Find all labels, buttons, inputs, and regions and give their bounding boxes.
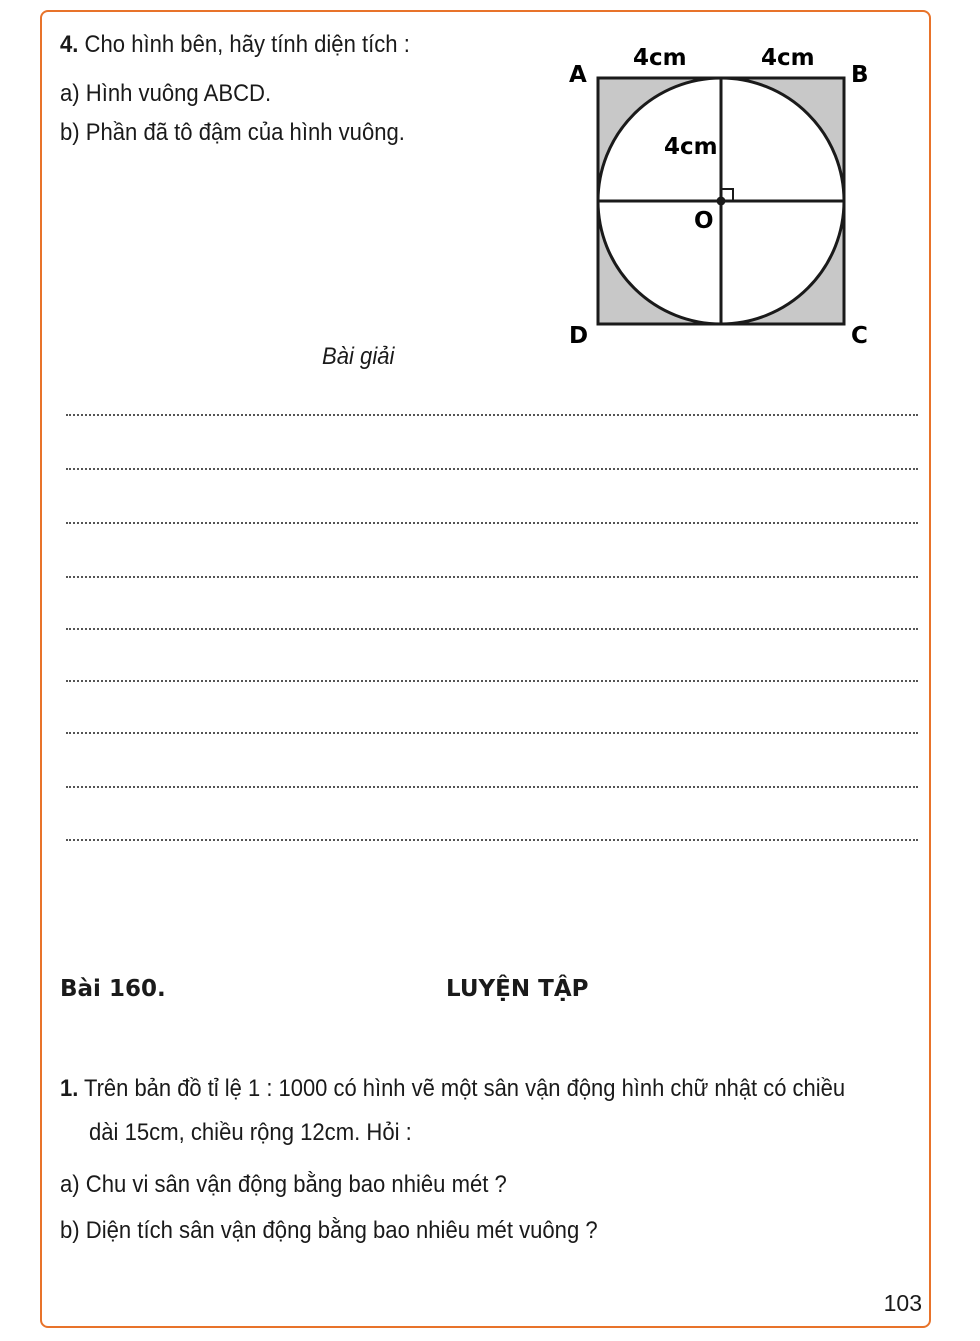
vertex-d-label: D — [569, 323, 589, 349]
vertex-a-label: A — [569, 62, 587, 88]
answer-line[interactable] — [66, 786, 918, 788]
center-point — [717, 197, 726, 206]
exercise-4-part-a: a) Hình vuông ABCD. — [60, 80, 272, 107]
radius-length-label: 4cm — [664, 134, 718, 160]
answer-line[interactable] — [66, 414, 918, 416]
exercise-1-text: Trên bản đồ tỉ lệ 1 : 1000 có hình vẽ một sân vận động hình chữ nhật có chiều — [84, 1075, 846, 1102]
solution-heading: Bài giải — [322, 343, 395, 370]
vertex-c-label: C — [851, 323, 868, 349]
center-o-label: O — [694, 208, 714, 234]
exercise-4-prompt — [60, 30, 410, 60]
answer-line[interactable] — [66, 680, 918, 682]
vertex-b-label: B — [851, 62, 869, 88]
square-circle-figure — [560, 35, 890, 355]
lesson-title: LUYỆN TẬP — [446, 976, 589, 1002]
page-number: 103 — [883, 1290, 922, 1316]
answer-line[interactable] — [66, 732, 918, 734]
answer-line[interactable] — [66, 522, 918, 524]
answer-line[interactable] — [66, 628, 918, 630]
exercise-1-prompt-line1 — [60, 1074, 845, 1104]
exercise-1-prompt-line2: dài 15cm, chiều rộng 12cm. Hỏi : — [89, 1119, 412, 1146]
top-right-length-label: 4cm — [761, 45, 815, 71]
exercise-1-number: 1. — [60, 1075, 79, 1102]
exercise-1-part-a: a) Chu vi sân vận động bằng bao nhiêu mét ? — [60, 1171, 507, 1198]
exercise-1-part-b: b) Diện tích sân vận động bằng bao nhiêu mét vuông ? — [60, 1217, 598, 1244]
lesson-number: Bài 160. — [60, 976, 166, 1002]
answer-line[interactable] — [66, 839, 918, 841]
top-left-length-label: 4cm — [633, 45, 687, 71]
answer-line[interactable] — [66, 576, 918, 578]
exercise-4-text: Cho hình bên, hãy tính diện tích : — [84, 31, 410, 58]
exercise-4-part-b: b) Phần đã tô đậm của hình vuông. — [60, 119, 405, 146]
exercise-4-number: 4. — [60, 31, 79, 58]
answer-line[interactable] — [66, 468, 918, 470]
